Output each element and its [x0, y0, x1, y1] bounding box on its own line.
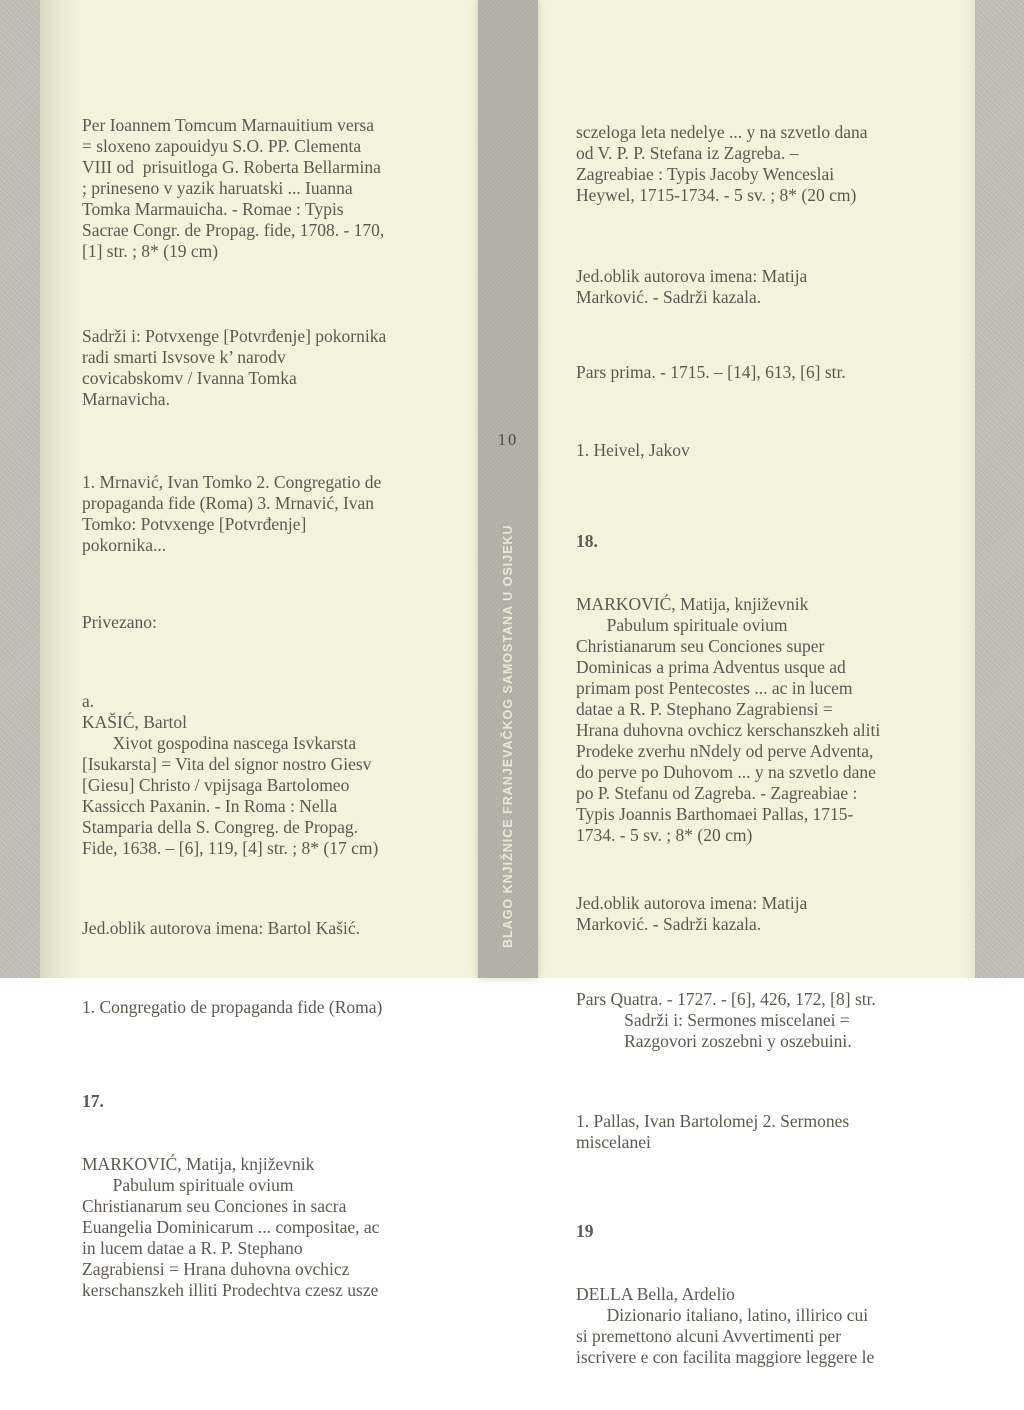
entry-number-18: 18.	[576, 531, 598, 551]
bib-note-jed-oblik: Jed.oblik autorova imena: Matija Marković. - Sadrži kazala.	[576, 266, 808, 307]
bib-entry-19-body: DELLA Bella, Ardelio Dizionario italiano, latino, illirico cui si premettono alcuni Avvertimenti per iscrivere e con facilita maggiore leggere le	[576, 1284, 875, 1367]
bib-tracings: 1. Congregatio de propaganda fide (Roma)	[82, 997, 383, 1017]
bib-tracings: 1. Pallas, Ivan Bartolomej 2. Sermones miscelanei	[576, 1111, 850, 1152]
bib-description: Per Ioannem Tomcum Marnauitium versa = sloxeno zapouidyu S.O. PP. Clementa VIII od prisuitloga G. Roberta Bellarmina ; prineseno v yazik haruatski ... Iuanna Tomka Marmauicha. - Romae : Typis Sacrae Congr. de Propag. fide, 1708. - 170, [1] str. ; 8* (19 cm)	[82, 115, 385, 261]
bib-note-sadrzi: Sadrži i: Potvxenge [Potvrđenje] pokornika radi smarti Isvsove k’ narodv covicabskomv / Ivanna Tomka Marnavicha.	[82, 326, 387, 409]
bib-entry-17-body: MARKOVIĆ, Matija, književnik Pabulum spirituale ovium Christianarum seu Conciones in sacra Euangelia Dominicarum ... compositae, ac in lucem datae a R. P. Stephano Zagrabiensi = Hrana duhovna ovchicz kerschanszkeh illiti Prodechtva czesz usze	[82, 1154, 380, 1300]
bib-note-jed-oblik: Jed.oblik autorova imena: Matija Marković. - Sadrži kazala.	[576, 893, 808, 934]
bib-tracings: 1. Heivel, Jakov	[576, 440, 690, 460]
bib-entry-18-body: MARKOVIĆ, Matija, književnik Pabulum spirituale ovium Christianarum seu Conciones super Dominicas a prima Adventus usque ad primam post Pentecostes ... ac in lucem datae a R. P. Stephano Zagrabiensi = Hrana duhovna ovchicz kerschanszkeh aliti Prodeke zverhu nNdely od perve Adventa, do perve po Duhovom ... y na szvetlo dane po P. Stefanu od Zagreba. - Zagreabiae : Typis Joannis Barthomaei Pallas, 1715- 1734. - 5 sv. ; 8* (20 cm)	[576, 594, 881, 845]
bib-note-jed-oblik: Jed.oblik autorova imena: Bartol Kašić.	[82, 918, 360, 938]
bib-pars-prima: Pars prima. - 1715. – [14], 613, [6] str.	[576, 362, 846, 382]
left-column	[82, 73, 502, 1343]
entry-number-19: 19	[576, 1221, 594, 1241]
page-number: 10	[497, 430, 519, 449]
bib-entry-a: a. KAŠIĆ, Bartol Xivot gospodina nascega Isvkarsta [Isukarsta] = Vita del signor nostro Giesv [Giesu] Christo / vpijsaga Bartolomeo Kassicch Paxanin. - In Roma : Nella Stamparia della S. Congreg. de Propag. Fide, 1638. – [6], 119, [4] str. ; 8* (17 cm)	[82, 691, 379, 858]
right-column	[576, 80, 996, 1410]
bib-description-continued: sczeloga leta nedelye ... y na szvetlo dana od V. P. P. Stefana iz Zagreba. – Zagreabiae : Typis Jacoby Wenceslai Heywel, 1715-1734. - 5 sv. ; 8* (20 cm)	[576, 122, 868, 205]
bib-tracings: 1. Mrnavić, Ivan Tomko 2. Congregatio de propaganda fide (Roma) 3. Mrnavić, Ivan Tomko: Potvxenge [Potvrđenje] pokornika...	[82, 472, 382, 555]
entry-number-17: 17.	[82, 1091, 104, 1111]
bib-privezano-label: Privezano:	[82, 612, 157, 632]
spine-title: BLAGO KNJIŽNICE FRANJEVAČKOG SAMOSTANA U OSIJEKU	[501, 524, 515, 948]
bib-pars-quatra: Pars Quatra. - 1727. - [6], 426, 172, [8] str. Sadrži i: Sermones miscelanei = Razgovori zoszebni y oszebuini.	[576, 989, 876, 1051]
